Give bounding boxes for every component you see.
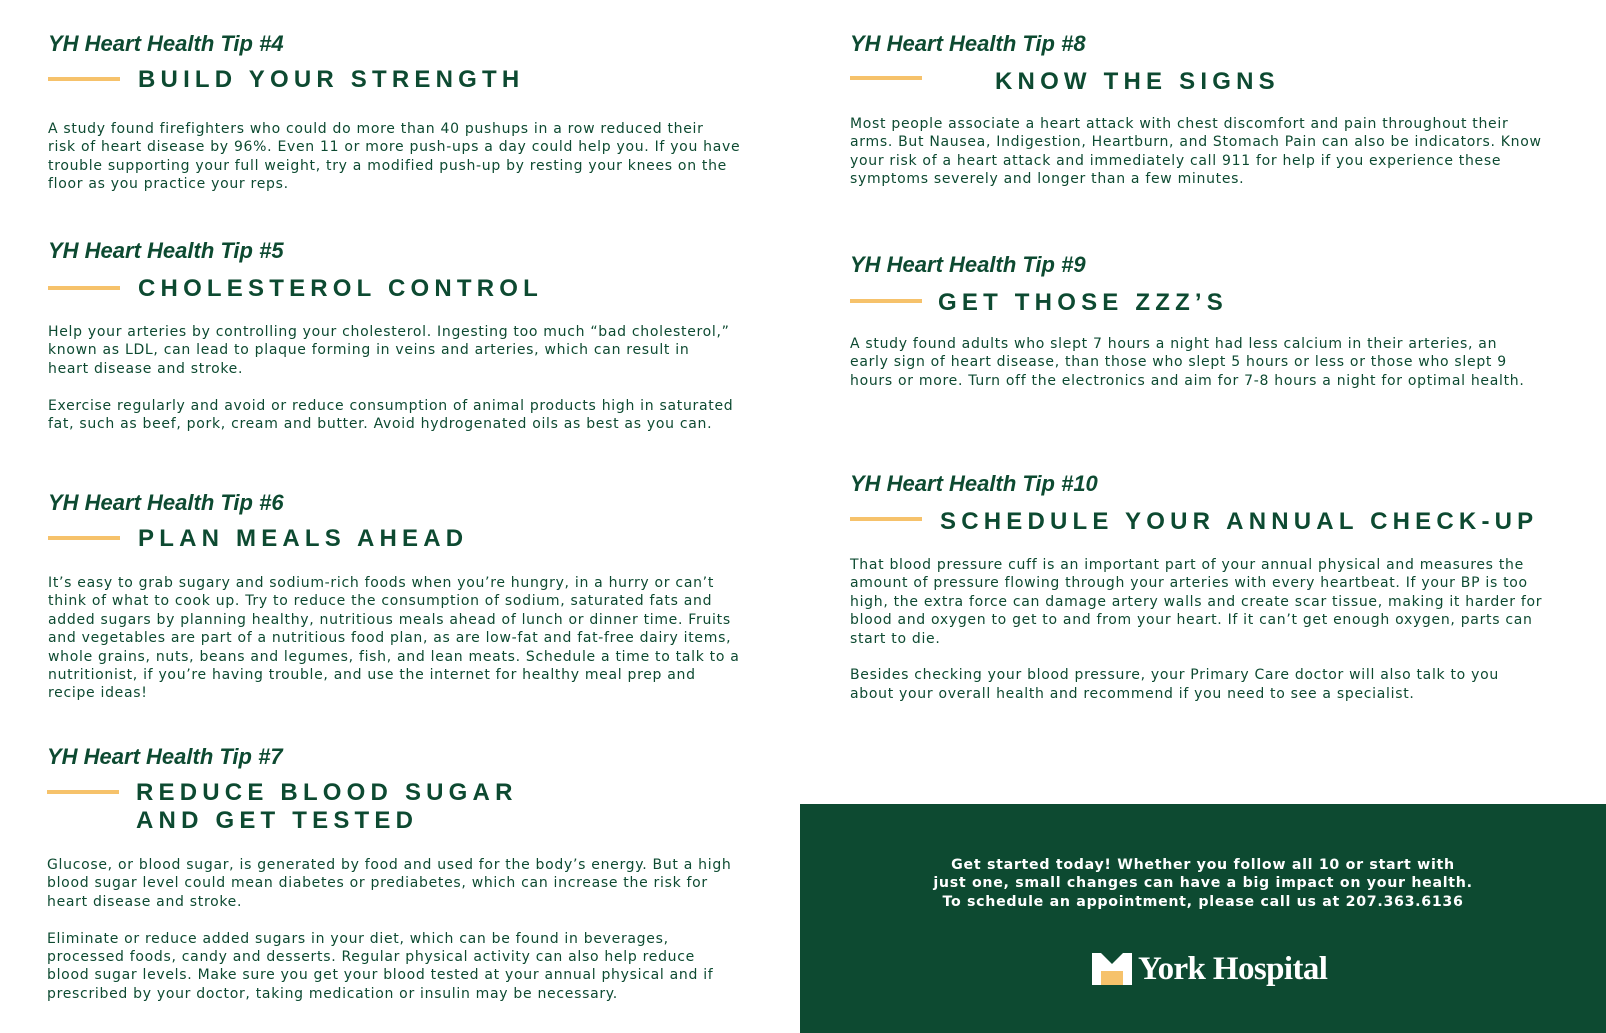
tip-title bbox=[938, 289, 1228, 317]
tip-paragraph bbox=[850, 556, 1542, 648]
body-line: and vegetables are part of a nutritious food plan, as are low-fat and fat-free dairy items, bbox=[48, 630, 732, 647]
tip-title-line: GET THOSE ZZZ’S bbox=[938, 289, 1229, 316]
york-hospital-logo-mark-icon bbox=[1092, 951, 1132, 987]
tip-paragraph bbox=[48, 323, 733, 378]
body-line: your risk of a heart attack and immediately call 911 for help if you experience these bbox=[850, 152, 1502, 169]
body-line: floor as you practice your reps. bbox=[48, 176, 289, 193]
cta-message bbox=[800, 856, 1606, 911]
body-line: Eliminate or reduce added sugars in your diet, which can be found in beverages, bbox=[47, 930, 669, 947]
body-line: Exercise regularly and avoid or reduce consumption of animal products high in saturated bbox=[48, 397, 734, 414]
body-line: That blood pressure cuff is an important part of your annual physical and measures the bbox=[850, 557, 1524, 573]
body-line: recipe ideas! bbox=[48, 685, 148, 702]
tip-5 bbox=[48, 237, 768, 437]
body-line: symptoms severely and longer than a few minutes. bbox=[850, 171, 1245, 188]
body-line: Most people associate a heart attack with chest discomfort and pain throughout their bbox=[850, 116, 1509, 132]
body-line: Glucose, or blood sugar, is generated by food and used for the body’s energy. But a high bbox=[47, 857, 732, 873]
body-line: nutritionist, if you’re having trouble, and use the internet for healthy meal prep and bbox=[48, 667, 696, 684]
body-line: trouble supporting your full weight, try a modified push-up by resting your knees on the bbox=[48, 157, 727, 174]
body-line: added sugars by planning healthy, nutritious meals ahead of lunch or dinner time. Fruits bbox=[48, 611, 731, 628]
tip-body bbox=[850, 335, 1525, 390]
tip-title-line: PLAN MEALS AHEAD bbox=[138, 525, 469, 552]
accent-rule bbox=[850, 517, 922, 521]
tip-paragraph bbox=[850, 335, 1525, 390]
tip-title bbox=[138, 66, 524, 94]
body-line: blood and oxygen to get to and from your heart. If it can’t get enough oxygen, parts can bbox=[850, 612, 1533, 629]
body-line: A study found firefighters who could do more than 40 pushups in a row reduced their bbox=[48, 121, 704, 137]
tip-paragraph bbox=[47, 856, 732, 911]
tip-body bbox=[850, 115, 1542, 189]
tip-title bbox=[995, 68, 1280, 96]
body-line: heart disease and stroke. bbox=[47, 893, 243, 910]
tip-paragraph bbox=[48, 120, 740, 194]
body-line: known as LDL, can lead to plaque forming in veins and arteries, which can result in bbox=[48, 342, 690, 359]
tip-7 bbox=[47, 743, 767, 1013]
tip-6 bbox=[48, 489, 768, 709]
accent-rule bbox=[48, 536, 120, 540]
tip-paragraph bbox=[850, 666, 1542, 703]
body-line: whole grains, nuts, beans and legumes, fish, and lean meats. Schedule a time to talk to a bbox=[48, 648, 740, 665]
tip-title-line: KNOW THE SIGNS bbox=[995, 68, 1280, 95]
tip-title bbox=[940, 508, 1538, 536]
cta-panel bbox=[800, 804, 1606, 1033]
body-line: risk of heart disease by 96%. Even 11 or more push-ups a day could help you. If you have bbox=[48, 139, 741, 156]
accent-rule bbox=[850, 299, 922, 303]
tip-paragraph bbox=[48, 397, 733, 434]
body-line: hours or more. Turn off the electronics and aim for 7-8 hours a night for optimal health. bbox=[850, 372, 1525, 389]
tip-title-line: BUILD YOUR STRENGTH bbox=[138, 66, 525, 93]
body-line: heart disease and stroke. bbox=[48, 360, 244, 377]
tip-8 bbox=[850, 30, 1590, 200]
body-line: early sign of heart disease, than those who slept 5 hours or less or those who slept 9 bbox=[850, 354, 1507, 371]
logo-wordmark: York Hospital bbox=[1138, 951, 1328, 987]
tip-title-line: AND GET TESTED bbox=[136, 807, 419, 834]
tip-kicker: YH Heart Health Tip #4 bbox=[48, 31, 284, 56]
body-line: think of what to cook up. Try to reduce the consumption of sodium, saturated fats and bbox=[48, 593, 713, 610]
tip-kicker: YH Heart Health Tip #7 bbox=[47, 744, 283, 769]
body-line: A study found adults who slept 7 hours a night had less calcium in their arteries, an bbox=[850, 336, 1498, 352]
tip-title-line: SCHEDULE YOUR ANNUAL CHECK-UP bbox=[940, 508, 1539, 535]
york-hospital-logo bbox=[1092, 948, 1327, 990]
body-line: fat, such as beef, pork, cream and butter. Avoid hydrogenated oils as best as you can. bbox=[48, 416, 713, 433]
tip-kicker: YH Heart Health Tip #5 bbox=[48, 238, 284, 263]
tip-title bbox=[136, 779, 518, 835]
body-line: blood sugar level could mean diabetes or prediabetes, which can increase the risk for bbox=[47, 875, 708, 892]
tip-kicker: YH Heart Health Tip #8 bbox=[850, 31, 1086, 56]
body-line: start to die. bbox=[850, 630, 941, 647]
body-line: high, the extra force can damage artery walls and create scar tissue, making it harder for bbox=[850, 593, 1543, 610]
tip-title-line: REDUCE BLOOD SUGAR bbox=[136, 779, 518, 806]
body-line: blood sugar levels. Make sure you get your blood tested at your annual physical and if bbox=[47, 967, 714, 984]
tip-kicker: YH Heart Health Tip #10 bbox=[850, 471, 1098, 496]
tip-paragraph bbox=[850, 115, 1542, 189]
tip-title bbox=[138, 525, 468, 553]
body-line: amount of pressure flowing through your arteries with every heartbeat. If your BP is too bbox=[850, 575, 1528, 592]
tip-body bbox=[48, 574, 740, 703]
tip-paragraph bbox=[48, 574, 740, 703]
body-line: prescribed by your doctor, taking medication or insulin may be necessary. bbox=[47, 985, 618, 1002]
tip-body bbox=[47, 856, 732, 1003]
body-line: Besides checking your blood pressure, your Primary Care doctor will also talk to you bbox=[850, 667, 1499, 684]
cta-line: To schedule an appointment, please call us at 207.363.6136 bbox=[942, 893, 1464, 910]
tip-9 bbox=[850, 251, 1590, 401]
body-line: It’s easy to grab sugary and sodium-rich foods when you’re hungry, in a hurry or can’t bbox=[48, 575, 715, 591]
accent-rule bbox=[47, 790, 119, 794]
cta-line: just one, small changes can have a big impact on your health. bbox=[933, 875, 1473, 892]
tip-title bbox=[138, 275, 543, 303]
tip-kicker: YH Heart Health Tip #6 bbox=[48, 490, 284, 515]
body-line: about your overall health and recommend if you need to see a specialist. bbox=[850, 685, 1415, 702]
tip-body bbox=[48, 323, 733, 433]
tip-title-line: CHOLESTEROL CONTROL bbox=[138, 275, 544, 302]
tip-body bbox=[48, 120, 740, 194]
body-line: processed foods, candy and desserts. Regular physical activity can also help reduce bbox=[47, 949, 695, 966]
body-line: arms. But Nausea, Indigestion, Heartburn, and Stomach Pain can also be indicators. Know bbox=[850, 134, 1542, 151]
accent-rule bbox=[48, 286, 120, 290]
tip-paragraph bbox=[47, 930, 732, 1004]
accent-rule bbox=[850, 76, 922, 80]
tip-4 bbox=[48, 30, 768, 200]
tip-10 bbox=[850, 470, 1590, 710]
cta-line: Get started today! Whether you follow all 10 or start with bbox=[951, 857, 1455, 873]
body-line: Help your arteries by controlling your cholesterol. Ingesting too much “bad cholesterol,” bbox=[48, 324, 730, 340]
accent-rule bbox=[48, 77, 120, 81]
tip-body bbox=[850, 556, 1542, 703]
tip-kicker: YH Heart Health Tip #9 bbox=[850, 252, 1086, 277]
